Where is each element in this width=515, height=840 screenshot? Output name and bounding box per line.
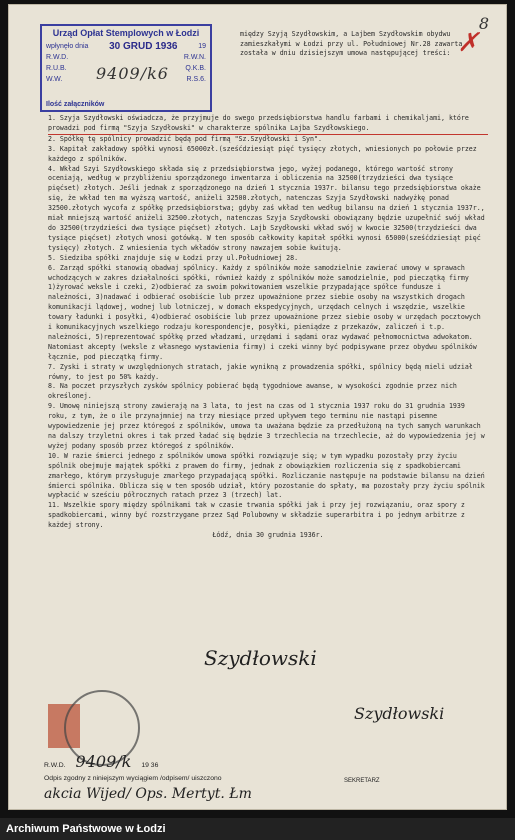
paragraph: 4. Wkład Szyi Szydłowskiego składa się z przedsiębiorstwa jego, wyżej podanego, którego wartość strony oceniają, według w przybliżeniu sporządzonego inwentarza i obliczenia na 32500(trzydzieści dwa tysiące pięćset) złotych. Jeśli jednak z sporządzonego na dzień 1 stycznia 1937r. bilansu tego przedsiębiorstwa okaże się, że wkład ten ma wyższą wartość, aniżeli 32500.złotych, natenczas Szyja Szydłowski nadwyżkę ponad 32500.złotych wycofa z spółkę przedsiębiorstwa; gdyby zaś wkład ten według bilansu na dzień 1 stycznia 1937r., miał mniejszą wartość aniżeli 32500.złotych, natenczas Szyja Szydłowski obowiązany będzie uzupełnić swój wkład do 32500(trzydzieści dwa tysiące pięćset) złotych. Lajb Szydłowski wkład swój w kwocie 32500(trzydzieści dwa tysiące pięćset) złotych wnosi gotówką. W ten sposób całkowity kapitał spółki wynosi 65000(sześćdziesiąt pięć tysięcy) złotych. Z wniesienia tych wkładów strony nawzajem sobie kwitują. [48,164,489,252]
handwritten-reference: 9409/k6 [96,64,169,83]
stamp-title: Urząd Opłat Stemplowych w Łodzi [52,28,200,38]
document-page [8,4,507,810]
document-body [48,114,488,541]
cert-ref: 9409/k [75,752,132,771]
paragraph: 7. Zyski i straty w uwzględnionych stratach, jakie wynikną z prowadzenia spółki, spólnicy będą mieli udział równy, to jest po 50% każdy. [48,362,477,381]
paragraph: 6. Zarząd spółki stanowią obadwaj spólnicy. Każdy z spólników może samodzielnie zawierać umowy w sprawach wchodzących w zakres działalności spółki, również każdy z spólników może samodzielnie, pod pieczątką firmy 1)żyrować weksle i czeki, 2)odbierać za swoim pokwitowaniem wszelkie przypadające spółce fundusze i należności, 3)nadawać i odbierać osobiście lub przez upoważnione przez siebie osoby na wszystkich drogach komunikacji lądowej, wodnej lub lotniczej, w domach ekspedycyjnych, urzędach celnych i wszędzie, wszelkie towary ładunki i posyłki, 4)odbierać osobiście lub przez upoważnione przez siebie osoby w urzędach pocztowych i komunikacyjnych wszelkiego rodzaju korespondencje, posyłki, pieniądze z przekazów, zaliczeń i t.p. należności, 5)reprezentować spółkę przed władzami, urzędami i sądami oraz wydawać pełnomocnictwa adwokatom. Natomiast akcepty (weksle z własnego wystawienia firmy) i czeki winny być podpisywane przez obydwu spólników łącznie, pod pieczątką firmy. [48,263,485,361]
paragraph: 9. Umowę niniejszą strony zawierają na 3 lata, to jest na czas od 1 stycznia 1937 roku do 31 grudnia 1939 roku, z tym, że o ile przynajmniej na trzy miesiące przed upływem tego terminu nie nastąpi pisemne wypowiedzenie jej przez któregoś z spólników, umowa ta uważana będzie za przedłużoną na tych samych warunkach na dalszy trzyletni okres i tak przed ładać się będzie 3 trzechlecia na trzechlecie, aż do wypowiedzenia jej w wyżej podany sposób przez któregoś z spólników. [48,402,489,450]
signature-left: Szydłowski [204,646,317,670]
paragraph: 8. Na poczet przyszłych zysków spólnicy pobierać będą tygodniowe awanse, w wysokości zgodnie przez nich określonej. [48,382,461,401]
cert-sekretarz: SEKRETARZ [344,778,380,784]
paragraph: 2. Spółkę tę spólnicy prowadzić będą pod firmą "Sz.Szydłowski i Syn". [48,134,322,143]
cert-handwritten: akcia Wijed/ Ops. Mertyt. Łm [44,786,252,802]
certification-block [44,752,504,802]
paragraph: 11. Wszelkie spory między spólnikami tak w czasie trwania spółki jak i przy jej rozwiązaniu, oraz spory z spadkobiercami, winny być rozstrzygane przez Sąd Polubowny w składzie superarbitra i po jednym arbitrze z każdej strony. [48,501,469,530]
stamp-code: R.U.B. [46,65,67,72]
red-pencil-mark-icon: ✗ [457,28,479,58]
signature-right: Szydłowski [354,704,445,723]
paragraph: 10. W razie śmierci jednego z spólników umowa spółki rozwiązuje się; w tym wypadku pozostały przy życiu spólnik obejmuje majątek spółki z prawem do firmy, jednak z obowiązkiem rozliczenia się z spadkobiercami zmarłego, którym przysługuje zmarłego przypadającą spółki. Rozliczanie następuje na podstawie bilansu na dzień śmierci spólnika. Oblicza się w ten sposób udział, który pozostanie do spłaty, ma pozostały przy życiu spólnik wypłacić w sześciu półrocznych ratach przez 3 (trzech) lat. [48,451,489,500]
archive-footer: Archiwum Państwowe w Łodzi [0,818,515,840]
stamp-code: Q.K.B. [185,65,206,72]
stamp-attachments-label: Ilość załączników [46,101,105,108]
document-intro: między Szyją Szydłowskim, a Lajbem Szydłowskim obydwu zamieszkałymi w Łodzi przy ul. Południowej Nr.28 zawarta została w dniu dzisiejszym umowa następującej treści: [240,30,463,57]
stamp-code: R.W.N. [183,54,206,61]
paragraph: Łódź, dnia 30 grudnia 1936r. [212,531,324,540]
cert-copy-line: Odpis zgodny z niniejszym wyciągiem /odpisem/ uiszczono [44,775,222,782]
paragraph: 3. Kapitał zakładowy spółki wynosi 65000zł.(sześćdziesiąt pięć tysięcy złotych, wniesionych po połowie przez każdego z spólników. [48,144,481,163]
stamp-year-suffix: 19 [198,43,206,50]
paragraph: 1. Szyja Szydłowski oświadcza, że przyjmuje do swego przedsiębiorstwa handlu farbami i chemikaljami, które prowadzi pod firmą "Szyja Szydłowski" w charakterze spólnika Lajba Szydłowskiego. [48,114,488,135]
stamp-code: R.S.6. [186,76,206,83]
stamp-received-label: wpłynęło dnia [46,43,89,50]
stamp-received-date: 30 GRUD 1936 [109,41,178,52]
cert-stamp-code: R.W.D. [44,762,66,769]
paragraph: 5. Siedziba spółki znajduje się w Łodzi przy ul.Południowej 28. [48,253,299,262]
stamp-code: W.W. [46,76,63,83]
cert-year: 19 36 [141,762,159,769]
page-number: 8 [478,14,489,33]
stamp-code: R.W.D. [46,54,69,61]
